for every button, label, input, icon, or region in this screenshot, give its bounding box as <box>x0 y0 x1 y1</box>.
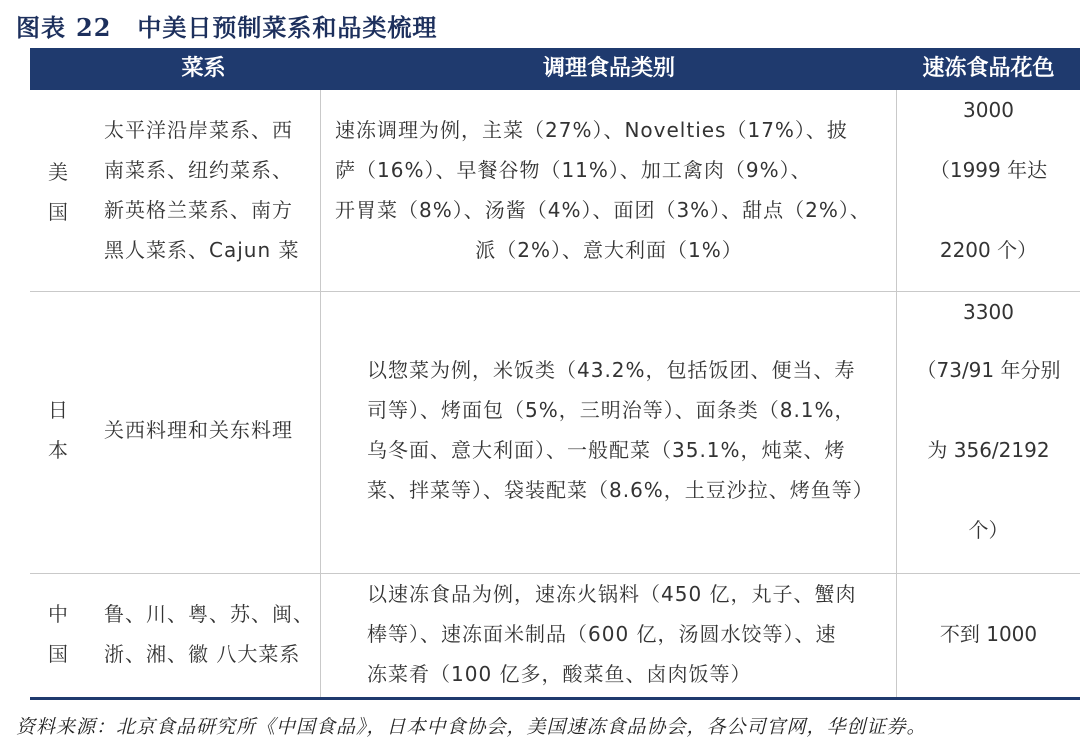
cuisine-line: 鲁、川、粤、苏、闽、 <box>104 602 314 626</box>
cuisine-cell <box>86 90 321 291</box>
cuisine-line: 南菜系、纽约菜系、 <box>104 158 293 182</box>
variety-cell <box>897 292 1080 573</box>
category-line: 棒等）、速冻面米制品（600 亿，汤圆水饺等）、速 <box>367 622 837 646</box>
category-line: 派（2%）、意大利面（1%） <box>475 238 743 262</box>
variety-line: 3300 <box>963 300 1014 324</box>
variety-line: 2200 个） <box>939 238 1038 262</box>
category-line: 乌冬面、意大利面）、一般配菜（35.1%，炖菜、烤 <box>367 438 846 462</box>
category-line: 司等）、烤面包（5%，三明治等）、面条类（8.1%， <box>367 398 856 422</box>
category-line: 开胃菜（8%）、汤酱（4%）、面团（3%）、甜点（2%）、 <box>335 198 871 222</box>
country-char: 美 <box>48 160 68 184</box>
variety-cell <box>897 574 1080 697</box>
cuisine-cell <box>86 574 321 697</box>
variety-line: （73/91 年分别 <box>916 358 1061 382</box>
country-cell <box>30 574 86 697</box>
category-line: 速冻调理为例，主菜（27%）、Novelties（17%）、披 <box>335 118 848 142</box>
table-row-japan <box>30 292 1080 574</box>
country-cell <box>30 292 86 573</box>
cuisine-line: 浙、湘、徽 八大菜系 <box>104 642 301 666</box>
variety-line: （1999 年达 <box>929 158 1048 182</box>
country-cell <box>30 90 86 291</box>
cuisine-line: 太平洋沿岸菜系、西 <box>104 118 293 142</box>
category-line: 以速冻食品为例，速冻火锅料（450 亿，丸子、蟹肉 <box>367 582 857 606</box>
category-cell <box>321 574 897 697</box>
variety-line: 个） <box>968 518 1009 542</box>
country-char: 国 <box>48 200 68 224</box>
figure-label: 图表 <box>16 13 66 42</box>
variety-line: 3000 <box>963 98 1014 122</box>
country-char: 本 <box>48 438 68 462</box>
variety-line: 不到 1000 <box>939 622 1038 646</box>
country-char: 日 <box>48 398 68 422</box>
cuisine-line: 黑人菜系、Cajun 菜 <box>104 238 300 262</box>
cuisine-line: 关西料理和关东料理 <box>104 418 293 442</box>
figure-title <box>16 8 437 43</box>
cuisine-cell <box>86 292 321 573</box>
country-char: 国 <box>48 642 68 666</box>
table-header <box>30 48 1080 90</box>
category-line: 以惣菜为例，米饭类（43.2%，包括饭团、便当、寿 <box>367 358 856 382</box>
header-cuisine: 菜系 <box>181 56 226 81</box>
table-row-usa <box>30 90 1080 292</box>
source-note: 资料来源：北京食品研究所《中国食品》，日本中食协会，美国速冻食品协会，各公司官网，华创证券。 <box>16 716 927 738</box>
variety-cell <box>897 90 1080 291</box>
figure-number: 22 <box>76 13 112 42</box>
header-variety: 速冻食品花色 <box>922 56 1055 81</box>
category-line: 冻菜肴（100 亿多，酸菜鱼、卤肉饭等） <box>367 662 752 686</box>
cuisine-line: 新英格兰菜系、南方 <box>104 198 293 222</box>
category-line: 菜、拌菜等）、袋装配菜（8.6%，土豆沙拉、烤鱼等） <box>367 478 874 502</box>
country-char: 中 <box>48 602 68 626</box>
category-cell <box>321 90 897 291</box>
category-line: 萨（16%）、早餐谷物（11%）、加工禽肉（9%）、 <box>335 158 812 182</box>
variety-line: 为 356/2192 <box>927 438 1050 462</box>
figure-title-text: 中美日预制菜系和品类梳理 <box>137 13 438 42</box>
comparison-table <box>30 48 1080 700</box>
category-cell <box>321 292 897 573</box>
table-row-china <box>30 574 1080 700</box>
header-category: 调理食品类别 <box>542 56 675 81</box>
